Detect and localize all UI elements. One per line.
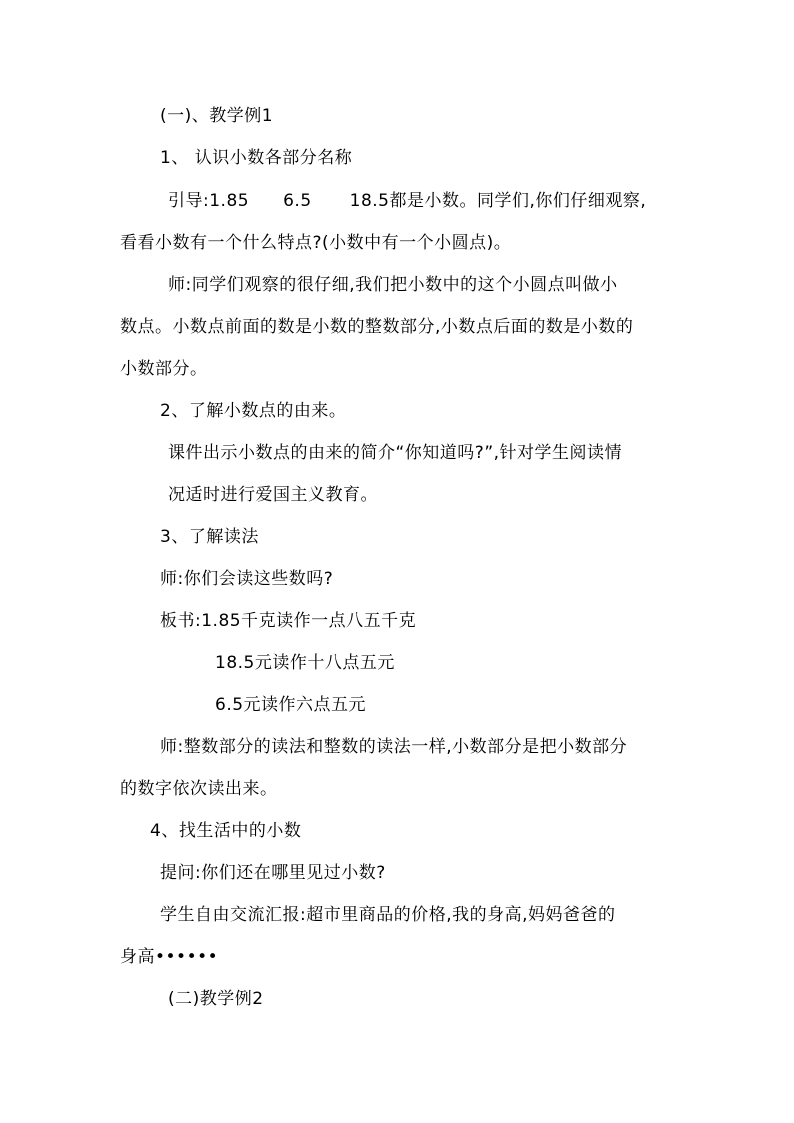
paragraph-line: 学生自由交流汇报:超市里商品的价格,我的身高,妈妈爸爸的 [160, 905, 616, 925]
paragraph-line: 提问:你们还在哪里见过小数? [160, 863, 386, 883]
paragraph-line: 看看小数有一个什么特点?(小数中有一个小圆点)。 [120, 233, 512, 253]
paragraph-line: 课件出示小数点的由来的简介“你知道吗?”,针对学生阅读情 [168, 443, 623, 463]
paragraph-line: 师:同学们观察的很仔细,我们把小数中的这个小圆点叫做小 [168, 275, 618, 295]
board-writing-line: 18.5元读作十八点五元 [215, 653, 395, 673]
intro-line [168, 189, 646, 213]
intro-rest-text: 18.5都是小数。同学们,你们仔细观察, [349, 191, 647, 211]
step-2-heading: 2、了解小数点的由来。 [160, 401, 347, 421]
board-writing-line: 板书:1.85千克读作一点八五千克 [160, 611, 417, 631]
intro-number-6-5: 6.5 [283, 191, 312, 211]
section-heading-example-1: (一)、教学例1 [160, 106, 274, 126]
paragraph-line: 的数字依次读出来。 [120, 779, 278, 799]
paragraph-line: 数点。小数点前面的数是小数的整数部分,小数点后面的数是小数的 [120, 317, 634, 337]
section-heading-example-2: (二)教学例2 [168, 989, 264, 1009]
step-1-heading: 1、 认识小数各部分名称 [160, 148, 353, 168]
step-4-heading: 4、找生活中的小数 [150, 821, 302, 841]
paragraph-line: 小数部分。 [120, 359, 208, 379]
paragraph-line: 况适时进行爱国主义教育。 [168, 485, 378, 505]
board-writing-line: 6.5元读作六点五元 [215, 695, 367, 715]
paragraph-line: 师:整数部分的读法和整数的读法一样,小数部分是把小数部分 [160, 737, 628, 757]
paragraph-line: 身高•••••• [120, 947, 219, 967]
paragraph-line: 师:你们会读这些数吗? [160, 569, 334, 589]
intro-lead-text: 引导:1.85 [168, 191, 250, 211]
step-3-heading: 3、了解读法 [160, 527, 259, 547]
